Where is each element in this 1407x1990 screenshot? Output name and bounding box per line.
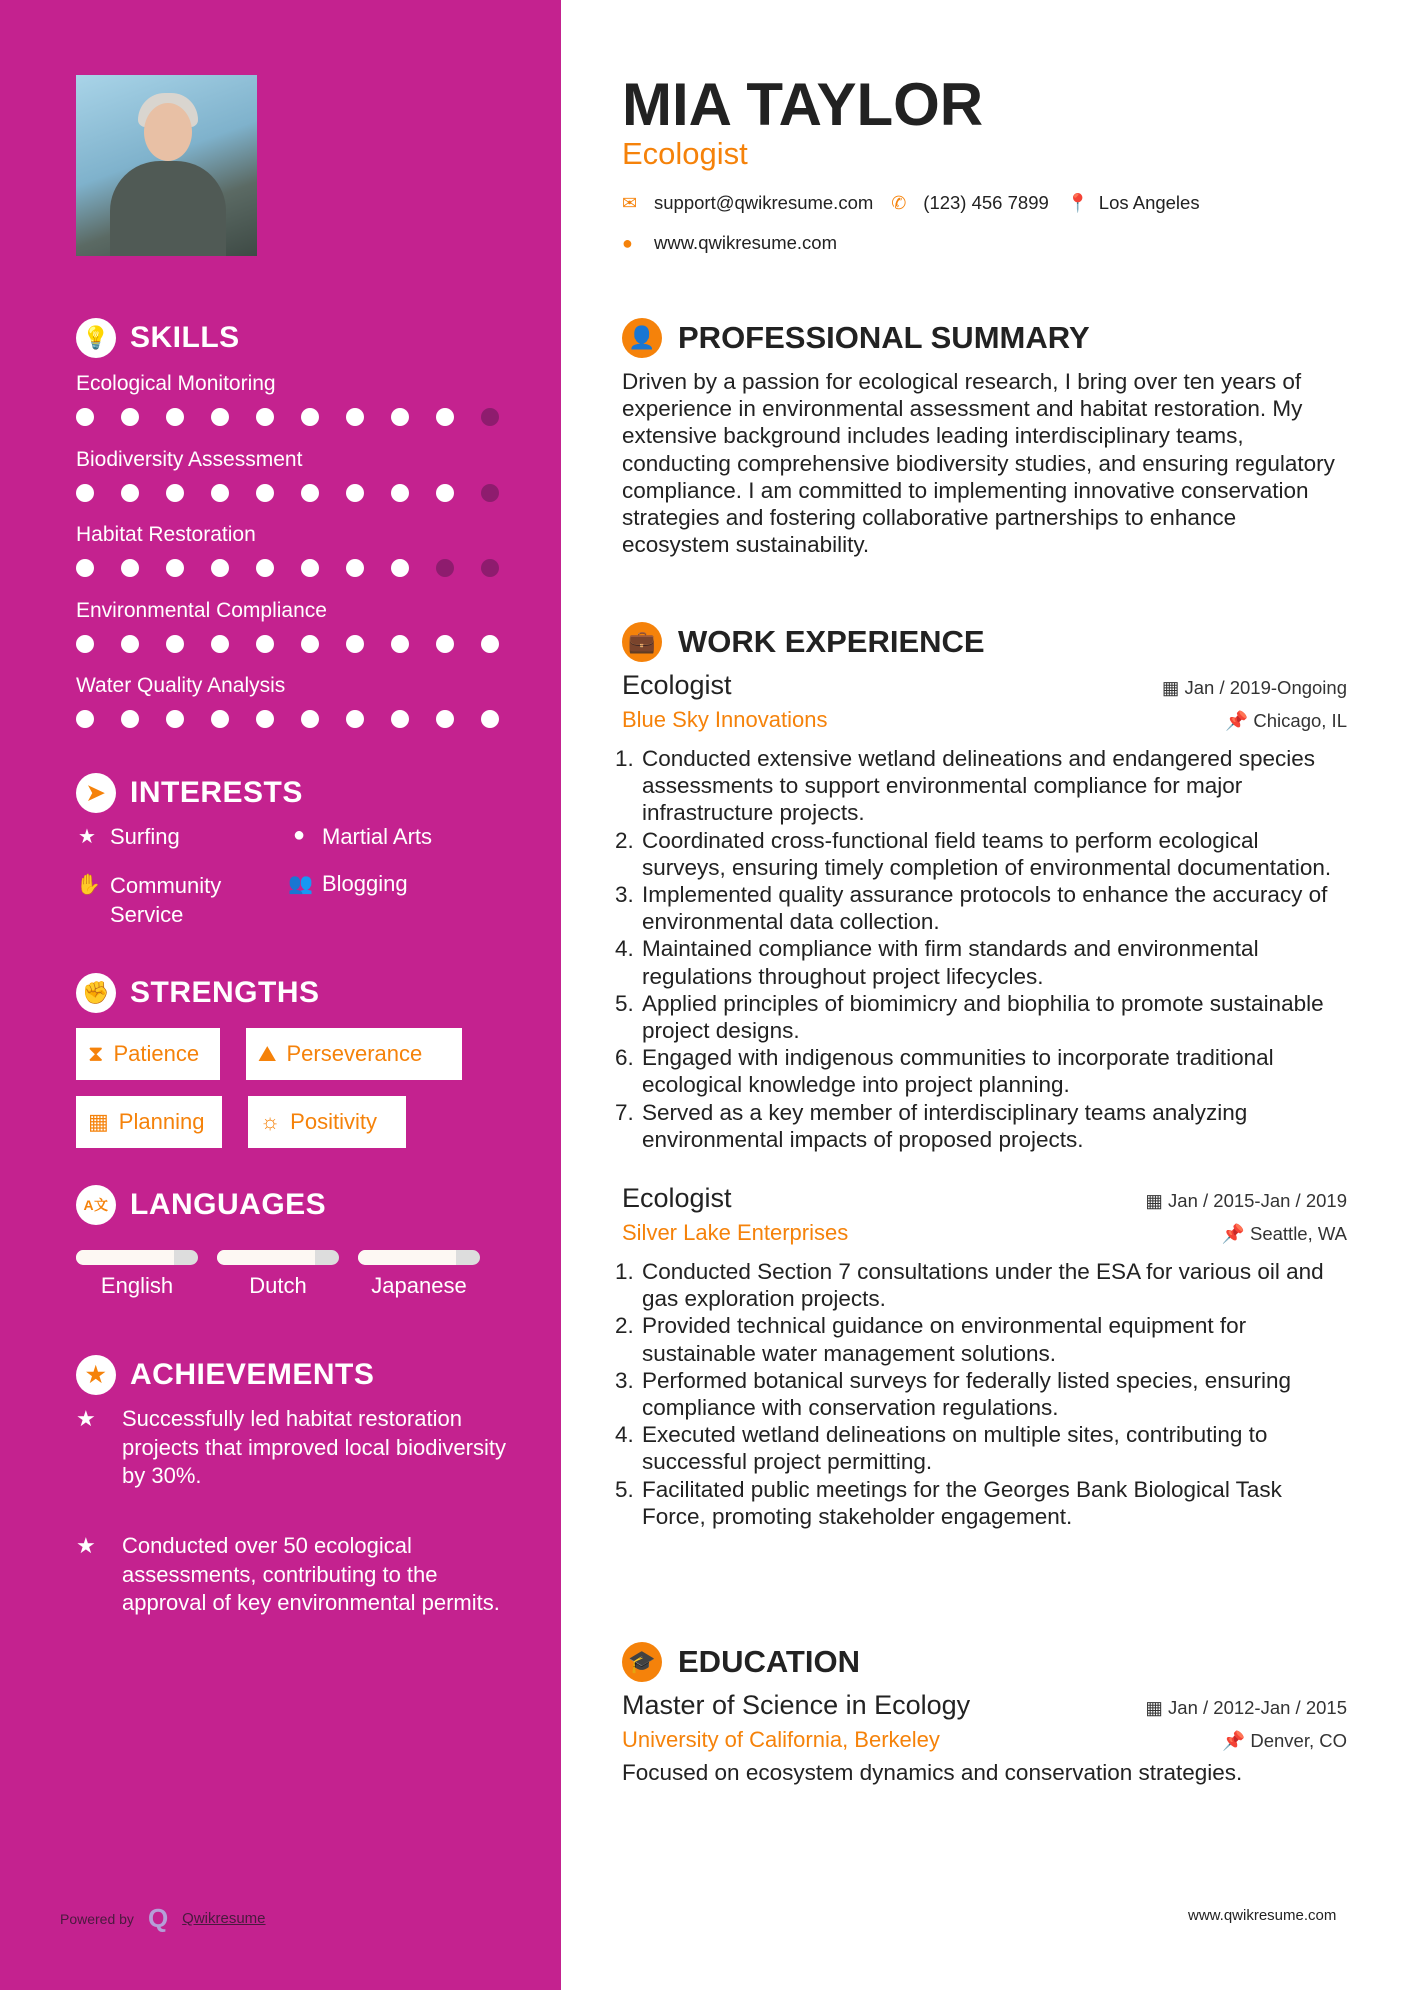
- rating-dot: [391, 484, 409, 502]
- rating-dot: [256, 408, 274, 426]
- achievement-text: Successfully led habitat restoration projects that improved local biodiversity by 30%.: [122, 1406, 506, 1488]
- summary-heading: [622, 318, 1347, 358]
- rating-dot: [166, 635, 184, 653]
- rating-dot: [166, 484, 184, 502]
- job-bullet: 5. Facilitated public meetings for the Georges Bank Biological Task Force, promoting stakeholder engagement.: [640, 1476, 1347, 1530]
- sidebar: [0, 0, 561, 1990]
- language-label: English: [100, 1273, 174, 1298]
- achievement-text: Conducted over 50 ecological assessments, contributing to the approval of key environmental permits.: [122, 1533, 500, 1615]
- job-bullet: 2. Coordinated cross-functional field teams to perform ecological surveys, ensuring timely completion of environmental documentation.: [640, 827, 1347, 881]
- strength-label: Planning: [118, 1109, 205, 1134]
- education-row: [622, 1690, 1347, 1721]
- rating-dot: [211, 484, 229, 502]
- rating-dot: [301, 408, 319, 426]
- job-title: Ecologist: [622, 1183, 732, 1214]
- location-text: Los Angeles: [1098, 192, 1200, 213]
- job-bullet: 5. Applied principles of biomimicry and biophilia to promote sustainable project designs.: [640, 990, 1347, 1044]
- calendar-icon: ▦: [1161, 677, 1180, 698]
- job-dates: [1162, 677, 1347, 699]
- sun-icon: ☼: [260, 1109, 281, 1134]
- rating-dot: [166, 408, 184, 426]
- job-entry: [622, 670, 1347, 1153]
- contact-location: [1067, 192, 1200, 214]
- road-icon: ⛰: [258, 1041, 277, 1066]
- job-entry: [622, 1183, 1347, 1530]
- rating-dot: [436, 710, 454, 728]
- language-label: Dutch: [249, 1273, 307, 1298]
- dates-text: Jan / 2019-Ongoing: [1184, 677, 1347, 698]
- rating-dot: [346, 635, 364, 653]
- rating-dot: [76, 635, 94, 653]
- skill-label: Water Quality Analysis: [76, 674, 286, 697]
- rating-dot: [121, 635, 139, 653]
- skill-rating: [76, 635, 499, 653]
- heading-text: LANGUAGES: [130, 1188, 327, 1221]
- degree: Master of Science in Ecology: [622, 1690, 971, 1720]
- summary-text: Driven by a passion for ecological research, I bring over ten years of experience in environmental assessment and habitat restoration. My extensive background includes leading interdisciplinary teams, conducting comprehensive biodiversity studies, and ensuring regulatory compliance. I am committed to implementing innovative conservation strategies and fostering collaborative partnerships to enhance ecosystem sustainability.: [622, 369, 1335, 558]
- rating-dot: [481, 635, 499, 653]
- location-text: Chicago, IL: [1253, 710, 1347, 731]
- rating-dot: [481, 484, 499, 502]
- profile-photo: [76, 75, 257, 256]
- star-icon: ★: [78, 826, 96, 848]
- language-level-bar: [358, 1250, 480, 1265]
- job-title: Ecologist: [622, 136, 748, 171]
- strength-label: Patience: [113, 1041, 200, 1066]
- rating-dot: [301, 710, 319, 728]
- calendar-icon: ▦: [88, 1109, 109, 1134]
- interest-label: Martial Arts: [322, 824, 433, 849]
- strength-label: Positivity: [290, 1109, 377, 1134]
- job-location: [1225, 710, 1347, 732]
- pin-icon: 📌: [1221, 1223, 1245, 1245]
- rating-dot: [391, 559, 409, 577]
- phone-icon: ✆: [891, 192, 907, 213]
- job-bullet: 4. Executed wetland delineations on multiple sites, contributing to successful project permitting.: [640, 1421, 1347, 1475]
- job-row: [622, 707, 1347, 733]
- experience-heading: [622, 622, 1347, 662]
- rating-dot: [121, 559, 139, 577]
- rating-dot: [481, 408, 499, 426]
- rating-dot: [211, 635, 229, 653]
- rating-dot: [391, 710, 409, 728]
- language-label: Japanese: [371, 1273, 467, 1298]
- rating-dot: [391, 408, 409, 426]
- rating-dot: [256, 559, 274, 577]
- company-name: Silver Lake Enterprises: [622, 1220, 849, 1246]
- paper-plane-icon: ➤: [76, 773, 116, 813]
- education-dates: ▦ Jan / 2012-Jan / 2015: [1145, 1697, 1347, 1718]
- language-level-bar: [76, 1250, 198, 1265]
- rating-dot: [211, 710, 229, 728]
- heading-text: PROFESSIONAL SUMMARY: [678, 320, 1090, 355]
- rating-dot: [301, 484, 319, 502]
- interest-label: Blogging: [322, 871, 408, 896]
- language-icon: A文: [76, 1185, 116, 1225]
- rating-dot: [76, 710, 94, 728]
- education-row: [622, 1727, 1347, 1753]
- interest-item: [76, 871, 266, 929]
- education-description: Focused on ecosystem dynamics and conservation strategies.: [622, 1760, 1243, 1785]
- rating-dot: [121, 484, 139, 502]
- heading-text: WORK EXPERIENCE: [678, 624, 985, 659]
- hand-icon: ✋: [76, 874, 101, 896]
- hourglass-icon: ⧗: [88, 1041, 104, 1066]
- job-bullet: 2. Provided technical guidance on environmental equipment for sustainable water management solutions.: [640, 1312, 1347, 1366]
- skill-rating: [76, 484, 499, 502]
- contact-row: [622, 192, 1347, 214]
- skill-label: Ecological Monitoring: [76, 372, 276, 395]
- heading-text: SKILLS: [130, 321, 240, 354]
- heading-text: STRENGTHS: [130, 976, 320, 1009]
- school: University of California, Berkeley: [622, 1727, 940, 1752]
- rating-dot: [346, 408, 364, 426]
- job-row: [622, 1183, 1347, 1214]
- skill-label: Environmental Compliance: [76, 598, 327, 622]
- strength-tag: [76, 1096, 222, 1148]
- skill-rating: [76, 710, 499, 728]
- rating-dot: [436, 484, 454, 502]
- powered-by: [60, 1903, 266, 1934]
- footer-website[interactable]: www.qwikresume.com: [1188, 1907, 1337, 1924]
- rating-dot: [301, 635, 319, 653]
- users-icon: 👥: [288, 873, 313, 895]
- qwikresume-logo-icon: Q: [147, 1903, 169, 1933]
- shooting-star-icon: ★: [76, 1406, 96, 1431]
- rating-dot: [436, 635, 454, 653]
- website-text: www.qwikresume.com: [654, 232, 837, 253]
- location-text: Seattle, WA: [1250, 1223, 1347, 1245]
- rating-dot: [346, 559, 364, 577]
- job-bullet: 6. Engaged with indigenous communities to incorporate traditional ecological knowledge into project planning.: [640, 1044, 1347, 1098]
- rating-dot: [256, 710, 274, 728]
- rating-dot: [346, 484, 364, 502]
- candidate-name: MIA TAYLOR: [622, 71, 984, 138]
- job-bullet: 7. Served as a key member of interdisciplinary teams analyzing environmental impacts of proposed projects.: [640, 1099, 1347, 1153]
- strength-tag: [246, 1028, 462, 1080]
- job-bullet: 3. Implemented quality assurance protocols to enhance the accuracy of environmental data collection.: [640, 881, 1347, 935]
- achievement-item: [76, 1532, 506, 1618]
- job-bullet: 3. Performed botanical surveys for federally listed species, ensuring compliance with conservation regulations.: [640, 1367, 1347, 1421]
- interest-label: Community Service: [110, 873, 222, 927]
- job-bullet: 1. Conducted extensive wetland delineations and endangered species assessments to support environmental compliance for major infrastructure projects.: [640, 745, 1347, 827]
- education-section: [622, 1642, 1347, 1786]
- rating-dot: [436, 408, 454, 426]
- rating-dot: [121, 710, 139, 728]
- language-level-fill: [358, 1250, 456, 1265]
- email-text: support@qwikresume.com: [654, 192, 874, 213]
- powered-by-text: Powered by: [60, 1910, 134, 1927]
- map-pin-icon: 📍: [1066, 192, 1090, 213]
- rating-dot: [391, 635, 409, 653]
- rating-dot: [211, 408, 229, 426]
- language-level-bar: [217, 1250, 339, 1265]
- rating-dot: [76, 559, 94, 577]
- rating-dot: [166, 710, 184, 728]
- heading-text: INTERESTS: [130, 776, 303, 809]
- strength-tag: [76, 1028, 220, 1080]
- strengths-heading: [76, 973, 320, 1013]
- skill-rating: [76, 559, 499, 577]
- rating-dot: [256, 484, 274, 502]
- strength-tag: [248, 1096, 406, 1148]
- rating-dot: [166, 559, 184, 577]
- pin-icon: 📌: [1225, 710, 1249, 731]
- job-bullet: 4. Maintained compliance with firm standards and environmental regulations throughout project lifecycles.: [640, 935, 1347, 989]
- rating-dot: [301, 559, 319, 577]
- achievements-heading: [76, 1355, 374, 1395]
- contact-email[interactable]: [622, 192, 873, 214]
- rating-dot: [121, 408, 139, 426]
- skill-label: Biodiversity Assessment: [76, 447, 303, 471]
- rating-dot: [346, 710, 364, 728]
- job-bullet: 1. Conducted Section 7 consultations under the ESA for various oil and gas exploration projects.: [640, 1258, 1347, 1312]
- skills-heading: [76, 318, 240, 358]
- globe-icon: ●: [292, 824, 306, 846]
- star-icon: ★: [76, 1355, 116, 1395]
- envelope-icon: ✉: [622, 192, 638, 213]
- languages-heading: [76, 1185, 326, 1225]
- job-row: [622, 670, 1347, 701]
- interest-item: [76, 824, 180, 850]
- graduation-cap-icon: 🎓: [622, 1642, 662, 1682]
- education-heading: [622, 1642, 1347, 1682]
- dates-text: Jan / 2015-Jan / 2019: [1168, 1190, 1347, 1212]
- experience-section: [622, 622, 1347, 1530]
- fist-icon: ✊: [76, 973, 116, 1013]
- globe-icon: ●: [622, 232, 633, 253]
- jobs-list: [622, 670, 1347, 1530]
- interest-item: [288, 871, 408, 897]
- education-location: 📌 Denver, CO: [1222, 1730, 1347, 1751]
- rating-dot: [481, 710, 499, 728]
- language-level-fill: [76, 1250, 174, 1265]
- shooting-star-icon: ★: [76, 1533, 96, 1558]
- rating-dot: [76, 408, 94, 426]
- user-icon: 👤: [622, 318, 662, 358]
- location-text: Denver, CO: [1250, 1730, 1347, 1751]
- job-dates: [1145, 1190, 1347, 1212]
- job-bullets: [622, 1258, 1347, 1530]
- contact-phone[interactable]: [891, 192, 1049, 214]
- lightbulb-icon: 💡: [76, 318, 116, 358]
- header: [622, 72, 1347, 254]
- rating-dot: [76, 484, 94, 502]
- rating-dot: [256, 635, 274, 653]
- rating-dot: [211, 559, 229, 577]
- skill-rating: [76, 408, 499, 426]
- heading-text: ACHIEVEMENTS: [130, 1358, 375, 1391]
- rating-dot: [436, 559, 454, 577]
- phone-text: (123) 456 7899: [923, 192, 1049, 213]
- rating-dot: [481, 559, 499, 577]
- job-bullets: [622, 745, 1347, 1153]
- company-name: Blue Sky Innovations: [622, 707, 828, 732]
- job-row: [622, 1220, 1347, 1246]
- interest-item: [288, 824, 432, 850]
- qwikresume-link[interactable]: Qwikresume: [182, 1910, 266, 1927]
- briefcase-icon: 💼: [622, 622, 662, 662]
- summary-section: [622, 318, 1347, 558]
- job-title: Ecologist: [622, 670, 732, 700]
- interests-heading: [76, 773, 303, 813]
- dates-text: Jan / 2012-Jan / 2015: [1168, 1697, 1347, 1718]
- calendar-icon: ▦: [1145, 1190, 1163, 1212]
- job-location: [1222, 1223, 1347, 1245]
- strength-label: Perseverance: [286, 1041, 423, 1066]
- heading-text: EDUCATION: [678, 1644, 860, 1679]
- interest-label: Surfing: [110, 824, 180, 849]
- skill-label: Habitat Restoration: [76, 523, 256, 546]
- contact-website[interactable]: [622, 232, 1347, 254]
- language-level-fill: [217, 1250, 315, 1265]
- achievement-item: [76, 1405, 506, 1491]
